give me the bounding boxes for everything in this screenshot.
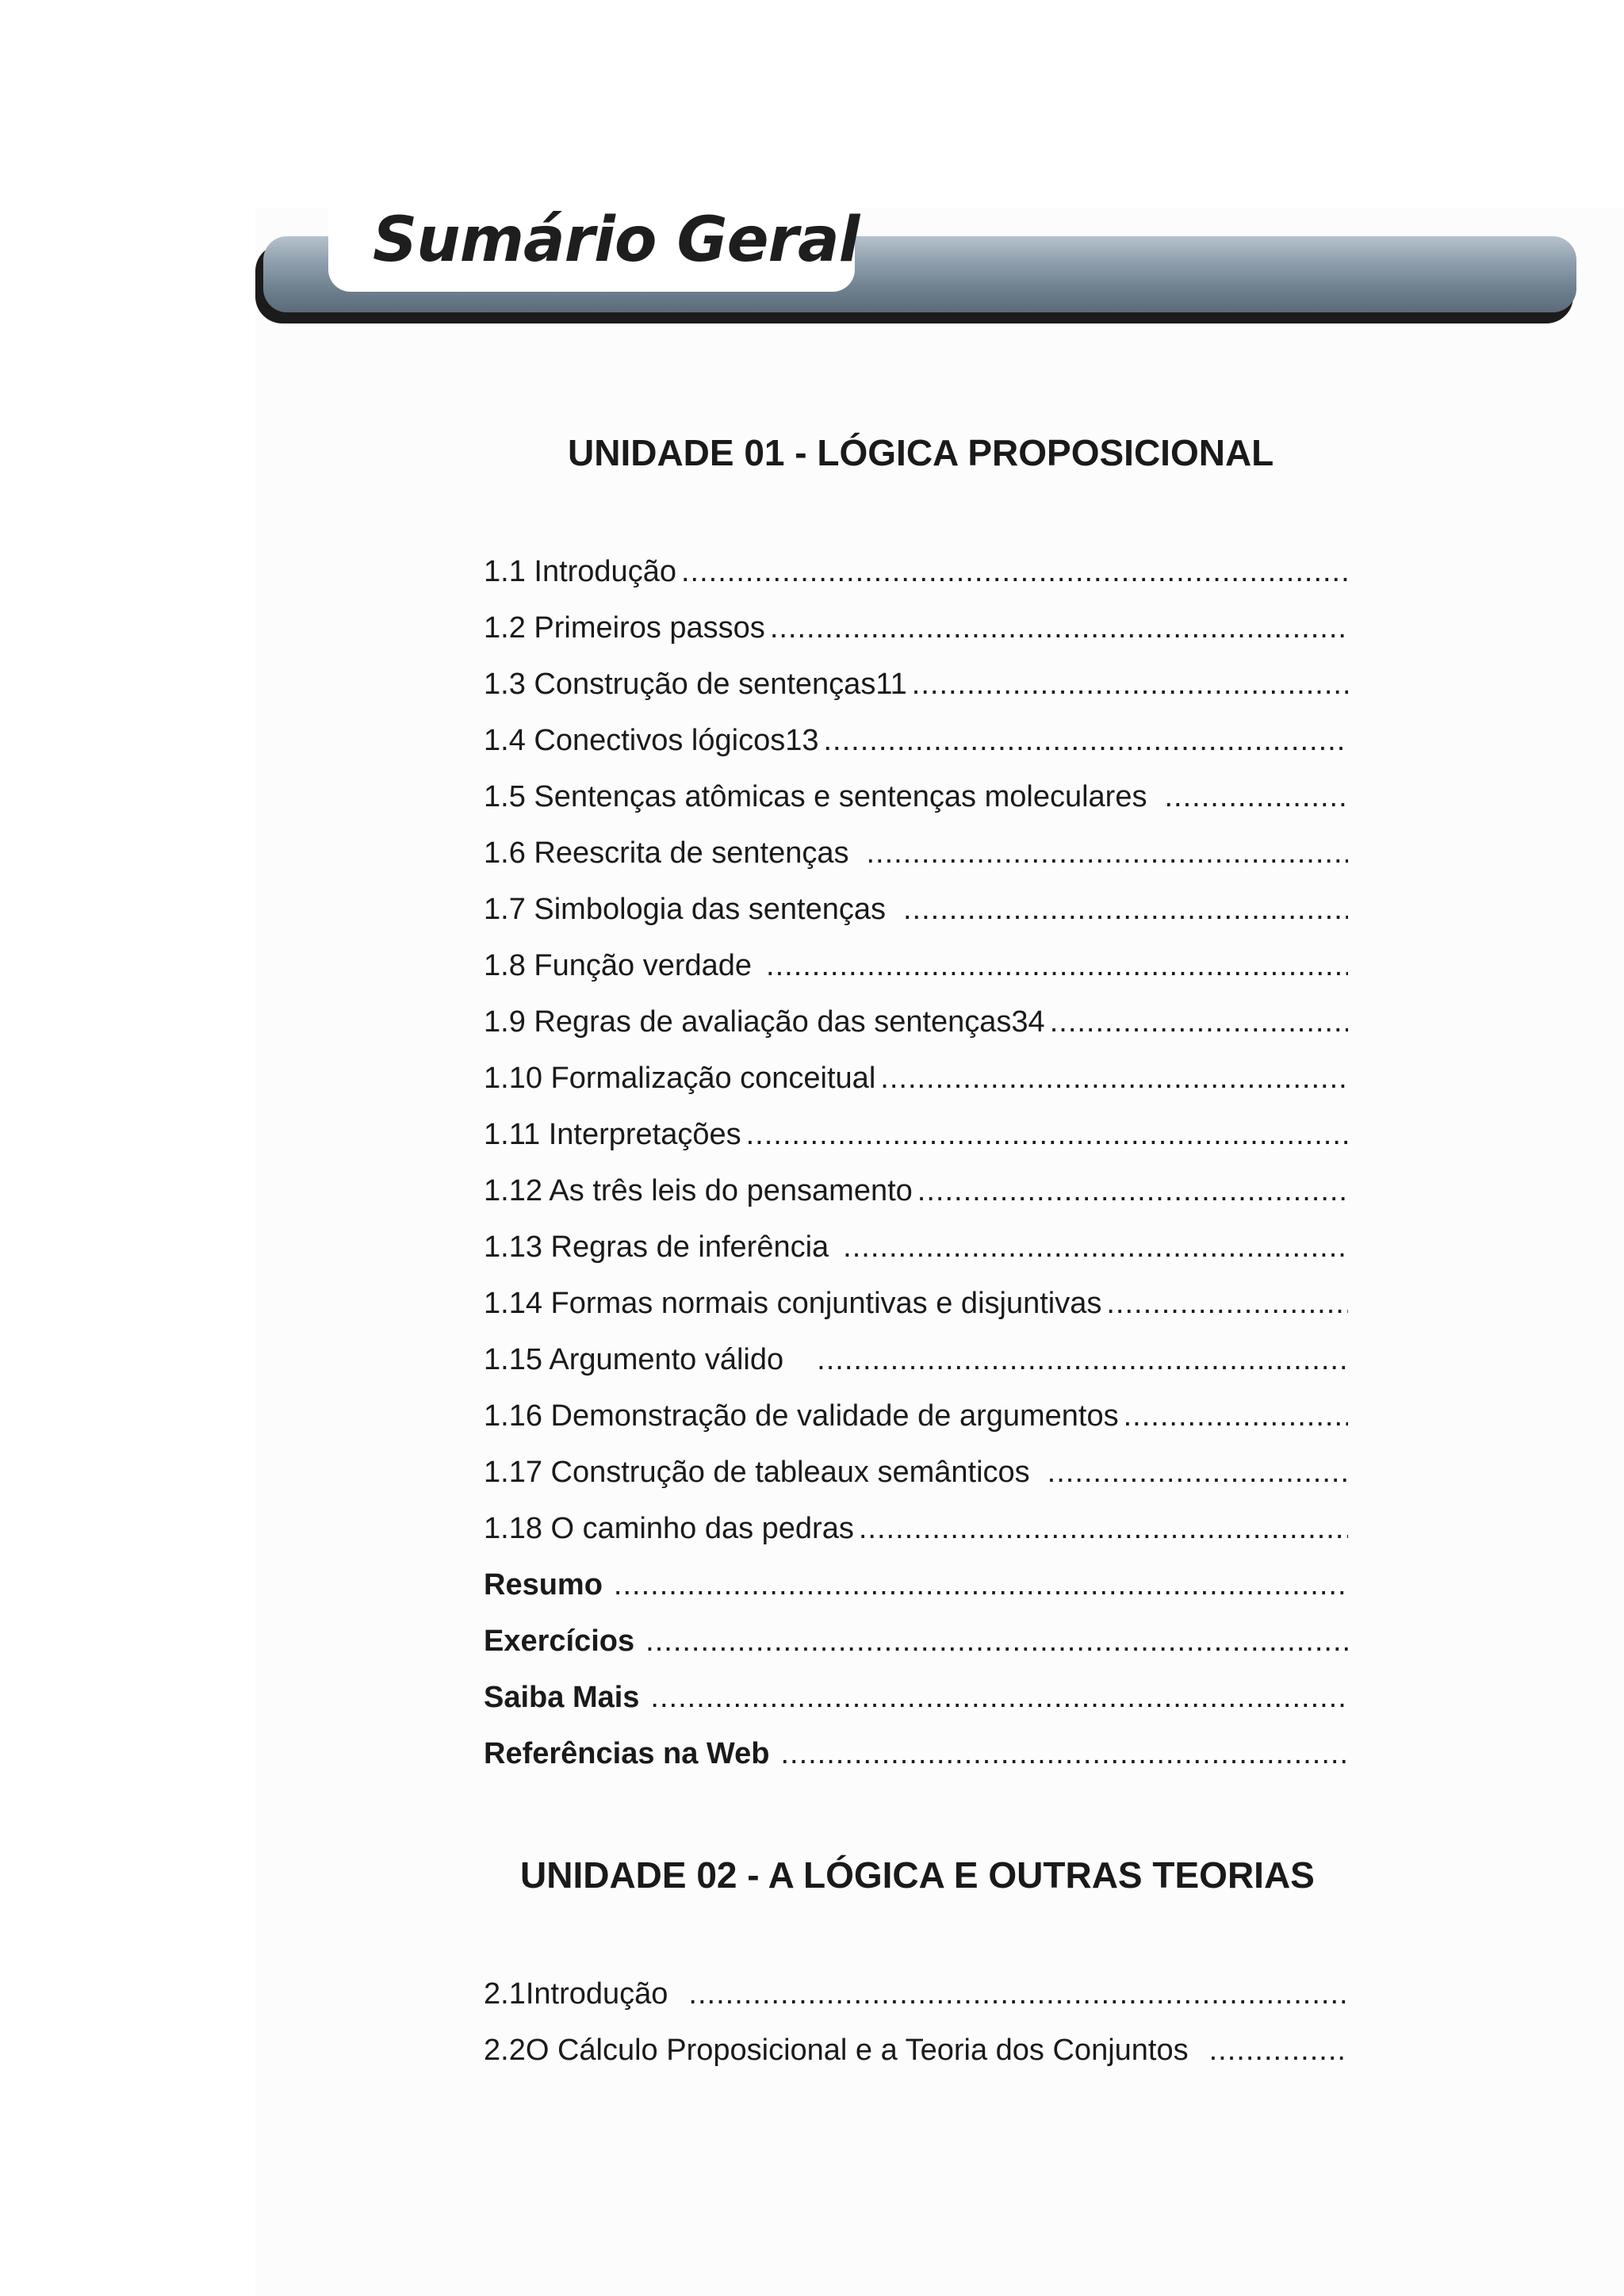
toc-item-label: 1.7 Simbologia das sentenças [484, 893, 886, 926]
toc-item[interactable] [484, 1276, 1348, 1332]
toc-leader-dots [614, 1557, 1348, 1613]
toc-item-label: 1.17 Construção de tableaux semânticos [484, 1456, 1030, 1489]
toc-leader-dots [650, 1670, 1348, 1726]
toc-leader-dots [912, 656, 1348, 713]
toc-item-label: 1.13 Regras de inferência [484, 1230, 829, 1264]
toc-leader-dots [823, 713, 1348, 769]
toc-leader-dots [770, 600, 1348, 656]
toc-leader-dots [867, 825, 1349, 882]
toc-leader-dots [1106, 1276, 1348, 1332]
page-title: Sumário Geral [373, 205, 860, 276]
toc-leader-dots [1164, 769, 1348, 825]
unit-01-toc [484, 544, 1348, 1782]
unit-02-heading: UNIDADE 02 - A LÓGICA E OUTRAS TEORIAS [520, 1854, 1315, 1896]
toc-item-label: Exercícios [484, 1624, 635, 1658]
toc-item[interactable] [484, 656, 1348, 713]
toc-leader-dots [859, 1501, 1348, 1557]
toc-item[interactable] [484, 1966, 1348, 2022]
toc-item[interactable] [484, 1557, 1348, 1613]
toc-item[interactable] [484, 1726, 1348, 1782]
toc-item[interactable] [484, 1332, 1348, 1388]
toc-leader-dots [917, 1163, 1348, 1219]
unit-02-toc [484, 1966, 1348, 2079]
toc-leader-dots [817, 1332, 1348, 1388]
toc-item-label: 1.14 Formas normais conjuntivas e disjuntivas [484, 1287, 1102, 1320]
toc-item-label: 1.12 As três leis do pensamento [484, 1174, 913, 1207]
toc-item-label: Resumo [484, 1568, 603, 1601]
toc-item[interactable] [484, 882, 1348, 938]
toc-item-label: 1.1 Introdução [484, 555, 676, 588]
toc-item-label: Referências na Web [484, 1737, 770, 1770]
toc-item-label: 1.11 Interpretações [484, 1118, 741, 1151]
toc-leader-dots [1124, 1388, 1348, 1445]
toc-item[interactable] [484, 1670, 1348, 1726]
toc-leader-dots [645, 1613, 1348, 1670]
toc-item[interactable] [484, 2022, 1348, 2079]
toc-item-label: 2.1Introdução [484, 1977, 668, 2011]
toc-item[interactable] [484, 1050, 1348, 1107]
toc-item-label: 1.9 Regras de avaliação das sentenças34 [484, 1005, 1045, 1039]
toc-item-label: 1.18 O caminho das pedras [484, 1512, 854, 1545]
toc-leader-dots [766, 938, 1348, 994]
toc-leader-dots [780, 1726, 1348, 1782]
toc-item[interactable] [484, 544, 1348, 600]
toc-item-label: 1.5 Sentenças atômicas e sentenças moleculares [484, 780, 1147, 813]
toc-item-label: 1.15 Argumento válido [484, 1343, 784, 1376]
toc-item-label: 2.2O Cálculo Proposicional e a Teoria dos Conjuntos [484, 2034, 1189, 2067]
toc-item[interactable] [484, 1613, 1348, 1670]
toc-leader-dots [1209, 2022, 1348, 2079]
toc-leader-dots [903, 882, 1348, 938]
toc-item[interactable] [484, 1219, 1348, 1276]
toc-item[interactable] [484, 994, 1348, 1050]
toc-item[interactable] [484, 1163, 1348, 1219]
toc-item-label: Saiba Mais [484, 1681, 640, 1714]
toc-item[interactable] [484, 600, 1348, 656]
toc-item-label: 1.2 Primeiros passos [484, 611, 765, 645]
toc-leader-dots [843, 1219, 1348, 1276]
toc-item[interactable] [484, 938, 1348, 994]
toc-item[interactable] [484, 769, 1348, 825]
toc-item[interactable] [484, 1388, 1348, 1445]
toc-item-label: 1.4 Conectivos lógicos13 [484, 724, 819, 757]
toc-leader-dots [1048, 1445, 1348, 1501]
toc-leader-dots [681, 544, 1348, 600]
toc-leader-dots [880, 1050, 1348, 1107]
toc-item[interactable] [484, 825, 1348, 882]
toc-item-label: 1.16 Demonstração de validade de argumentos [484, 1399, 1119, 1433]
toc-item[interactable] [484, 1445, 1348, 1501]
unit-01-heading: UNIDADE 01 - LÓGICA PROPOSICIONAL [568, 432, 1274, 473]
toc-item-label: 1.10 Formalização conceitual [484, 1062, 876, 1095]
toc-item-label: 1.3 Construção de sentenças11 [484, 668, 907, 701]
toc-item[interactable] [484, 1501, 1348, 1557]
toc-item[interactable] [484, 713, 1348, 769]
toc-item-label: 1.8 Função verdade [484, 949, 753, 982]
toc-item-label: 1.6 Reescrita de sentenças [484, 836, 849, 870]
toc-leader-dots [1050, 994, 1348, 1050]
toc-leader-dots [688, 1966, 1348, 2022]
toc-item[interactable] [484, 1107, 1348, 1163]
toc-leader-dots [746, 1107, 1348, 1163]
